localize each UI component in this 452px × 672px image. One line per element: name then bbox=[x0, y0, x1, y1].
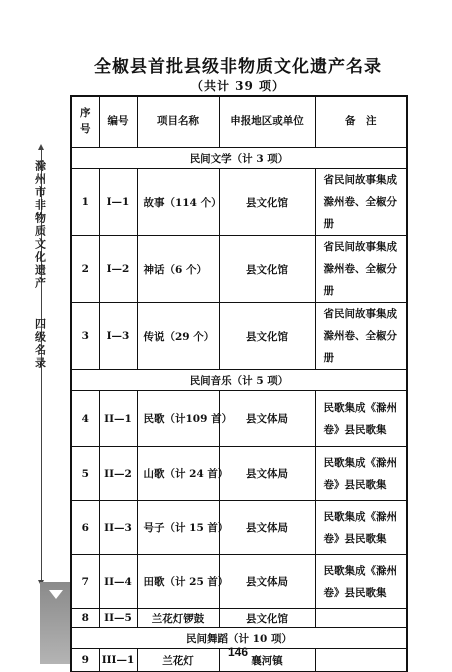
cell-unit: 县文化馆 bbox=[219, 609, 315, 628]
cell-code: II—2 bbox=[99, 447, 137, 501]
section-folk-dance: 民间舞蹈（计 10 项） bbox=[71, 628, 407, 649]
cell-unit: 县文体局 bbox=[219, 555, 315, 609]
cell-name: 兰花灯 bbox=[137, 649, 219, 672]
header-code: 编号 bbox=[99, 96, 137, 148]
cell-unit: 县文体局 bbox=[219, 447, 315, 501]
table-row bbox=[71, 391, 407, 447]
cell-unit: 县文体局 bbox=[219, 501, 315, 555]
cell-unit: 县文体局 bbox=[219, 391, 315, 447]
heritage-list-table bbox=[70, 95, 408, 672]
cell-code: I—2 bbox=[99, 236, 137, 303]
table-header-row bbox=[71, 96, 407, 148]
cell-name: 民歌（计109 首） bbox=[137, 391, 219, 447]
cell-seq: 8 bbox=[71, 609, 99, 628]
table-row bbox=[71, 169, 407, 236]
cell-note: 民歌集成《滁州卷》县民歌集 bbox=[315, 555, 407, 609]
table-row bbox=[71, 303, 407, 370]
cell-seq: 3 bbox=[71, 303, 99, 370]
section-folk-music: 民间音乐（计 5 项） bbox=[71, 370, 407, 391]
page-tab-marker bbox=[40, 582, 72, 664]
cell-name: 神话（6 个） bbox=[137, 236, 219, 303]
cell-note bbox=[315, 609, 407, 628]
cell-code: I—3 bbox=[99, 303, 137, 370]
header-note: 备 注 bbox=[315, 96, 407, 148]
cell-note: 省民间故事集成滁州卷、全椒分册 bbox=[315, 303, 407, 370]
table-row bbox=[71, 236, 407, 303]
cell-name: 山歌（计 24 首） bbox=[137, 447, 219, 501]
cell-code: II—5 bbox=[99, 609, 137, 628]
cell-note: 民歌集成《滁州卷》县民歌集 bbox=[315, 391, 407, 447]
cell-seq: 1 bbox=[71, 169, 99, 236]
header-unit: 申报地区或单位 bbox=[219, 96, 315, 148]
section-row bbox=[71, 370, 407, 391]
cell-name: 传说（29 个） bbox=[137, 303, 219, 370]
cell-name: 兰花灯锣鼓 bbox=[137, 609, 219, 628]
cell-code: III—1 bbox=[99, 649, 137, 672]
sidebar-section-title: 四级名录 bbox=[33, 318, 47, 370]
cell-seq: 4 bbox=[71, 391, 99, 447]
cell-seq: 9 bbox=[71, 649, 99, 672]
cell-note: 民歌集成《滁州卷》县民歌集 bbox=[315, 447, 407, 501]
cell-note: 省民间故事集成滁州卷、全椒分册 bbox=[315, 236, 407, 303]
cell-code: II—4 bbox=[99, 555, 137, 609]
cell-name: 号子（计 15 首） bbox=[137, 501, 219, 555]
cell-seq: 5 bbox=[71, 447, 99, 501]
table-row bbox=[71, 501, 407, 555]
cell-seq: 7 bbox=[71, 555, 99, 609]
cell-code: II—1 bbox=[99, 391, 137, 447]
cell-unit: 县文化馆 bbox=[219, 303, 315, 370]
cell-unit: 襄河镇 bbox=[219, 649, 315, 672]
cell-seq: 6 bbox=[71, 501, 99, 555]
cell-unit: 县文化馆 bbox=[219, 169, 315, 236]
cell-name: 田歌（计 25 首） bbox=[137, 555, 219, 609]
cell-code: II—3 bbox=[99, 501, 137, 555]
cell-code: I—1 bbox=[99, 169, 137, 236]
page-title: 全椒县首批县级非物质文化遗产名录 bbox=[94, 57, 382, 77]
page-number: 146 bbox=[227, 645, 249, 659]
table-row bbox=[71, 609, 407, 628]
table-row bbox=[71, 555, 407, 609]
section-folk-literature: 民间文学（计 3 项） bbox=[71, 148, 407, 169]
cell-note: 民歌集成《滁州卷》县民歌集 bbox=[315, 501, 407, 555]
table-row bbox=[71, 447, 407, 501]
cell-note: 省民间故事集成滁州卷、全椒分册 bbox=[315, 169, 407, 236]
sidebar-running-head bbox=[30, 160, 50, 370]
cell-unit: 县文化馆 bbox=[219, 236, 315, 303]
section-row bbox=[71, 148, 407, 169]
cell-seq: 2 bbox=[71, 236, 99, 303]
page-subtitle: （共计 39 项） bbox=[190, 79, 286, 93]
sidebar-book-title: 滁州市非物质文化遗产 bbox=[33, 160, 47, 290]
header-seq: 序号 bbox=[71, 96, 99, 148]
cell-name: 故事（114 个） bbox=[137, 169, 219, 236]
header-name: 项目名称 bbox=[137, 96, 219, 148]
